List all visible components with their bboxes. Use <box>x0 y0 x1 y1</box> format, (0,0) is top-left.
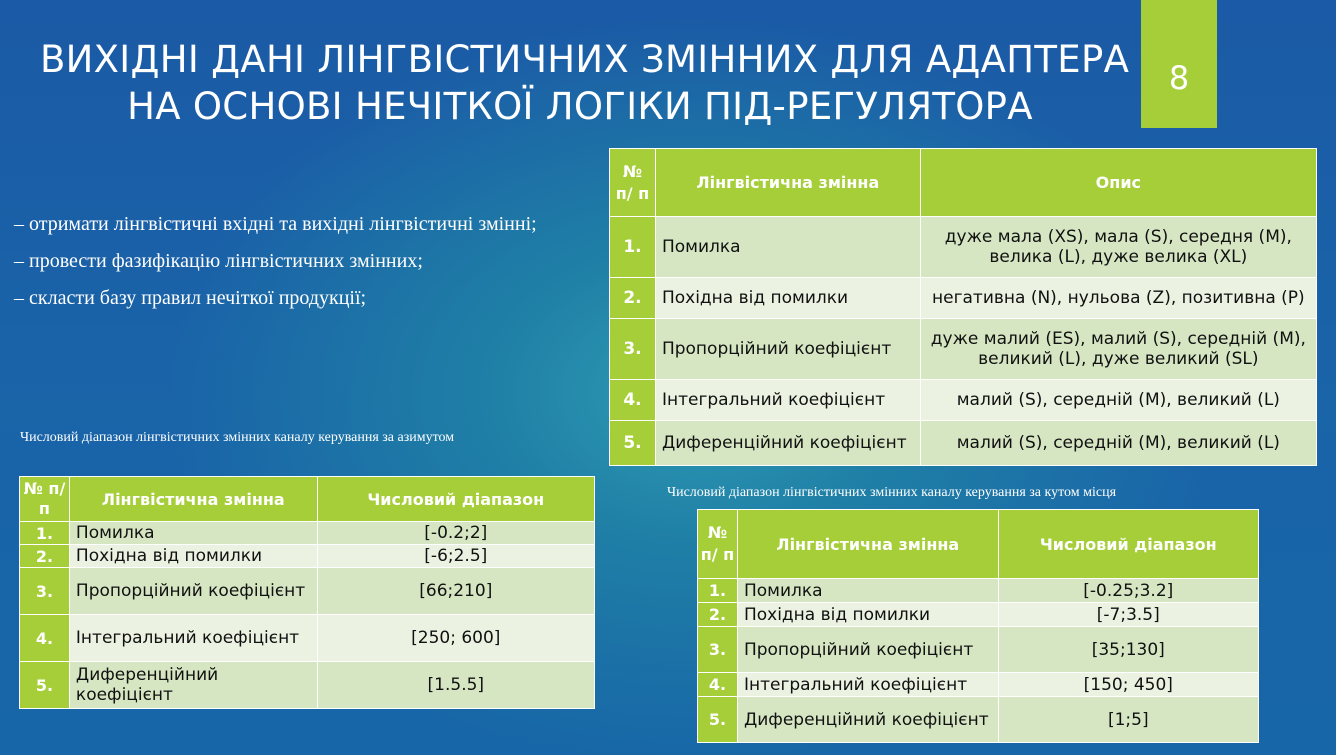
variable-name: Похідна від помилки <box>737 603 998 627</box>
header-range: Числовий діапазон <box>998 510 1258 579</box>
table-row <box>698 627 1259 673</box>
title-line-2: НА ОСНОВІ НЕЧІТКОЇ ЛОГІКИ ПІД-РЕГУЛЯТОРА <box>127 85 1033 128</box>
numeric-range: [35;130] <box>998 627 1258 673</box>
elevation-range-table <box>697 509 1259 743</box>
title-line-1: ВИХІДНІ ДАНІ ЛІНГВІСТИЧНИХ ЗМІННИХ ДЛЯ АДАПТЕРА <box>40 38 1130 81</box>
header-description: Опис <box>920 149 1316 217</box>
variable-name: Пропорційний коефіцієнт <box>69 568 317 615</box>
row-number: 3. <box>610 319 656 380</box>
variable-description: малий (S), середній (M), великий (L) <box>920 421 1316 466</box>
variable-name: Інтегральний коефіцієнт <box>655 380 920 421</box>
row-number: 5. <box>610 421 656 466</box>
variable-name: Інтегральний коефіцієнт <box>737 673 998 697</box>
variable-name: Пропорційний коефіцієнт <box>655 319 920 380</box>
azimuth-caption: Числовий діапазон лінгвістичних змінних каналу керування за азимутом <box>20 430 455 445</box>
header-number: № п/ п <box>698 510 738 579</box>
variable-name: Диференційний коефіцієнт <box>655 421 920 466</box>
numeric-range: [1.5.5] <box>317 662 594 709</box>
table-row <box>610 217 1317 278</box>
table-row <box>698 673 1259 697</box>
page-number: 8 <box>1168 59 1190 97</box>
table-row <box>610 380 1317 421</box>
table-row <box>698 697 1259 743</box>
page-number-badge <box>1141 0 1217 128</box>
numeric-range: [1;5] <box>998 697 1258 743</box>
row-number: 4. <box>20 615 70 662</box>
numeric-range: [-6;2.5] <box>317 545 594 568</box>
row-number: 1. <box>698 579 738 603</box>
table-row <box>20 568 595 615</box>
variable-description: дуже мала (XS), мала (S), середня (M), велика (L), дуже велика (XL) <box>920 217 1316 278</box>
header-variable: Лінгвістична змінна <box>69 477 317 522</box>
variable-name: Пропорційний коефіцієнт <box>737 627 998 673</box>
variable-description: дуже малий (ES), малий (S), середній (M), великий (L), дуже великий (SL) <box>920 319 1316 380</box>
row-number: 1. <box>610 217 656 278</box>
table-row <box>20 522 595 545</box>
variable-description: малий (S), середній (M), великий (L) <box>920 380 1316 421</box>
variable-name: Диференційний коефіцієнт <box>69 662 317 709</box>
linguistic-variables-table <box>609 148 1317 466</box>
variable-name: Похідна від помилки <box>655 278 920 319</box>
row-number: 4. <box>610 380 656 421</box>
table-row <box>20 615 595 662</box>
table-row <box>698 579 1259 603</box>
row-number: 3. <box>20 568 70 615</box>
table-row <box>698 603 1259 627</box>
variable-name: Інтегральний коефіцієнт <box>69 615 317 662</box>
header-range: Числовий діапазон <box>317 477 594 522</box>
row-number: 2. <box>610 278 656 319</box>
variable-description: негативна (N), нульова (Z), позитивна (P) <box>920 278 1316 319</box>
azimuth-range-table <box>19 476 595 709</box>
elevation-caption: Числовий діапазон лінгвістичних змінних каналу керування за кутом місця <box>667 485 1117 500</box>
numeric-range: [-7;3.5] <box>998 603 1258 627</box>
table-row <box>610 421 1317 466</box>
bullet-list <box>14 207 537 318</box>
row-number: 3. <box>698 627 738 673</box>
numeric-range: [66;210] <box>317 568 594 615</box>
bullet-item: – скласти базу правил нечіткої продукції; <box>14 287 367 309</box>
variable-name: Помилка <box>737 579 998 603</box>
table-row <box>20 545 595 568</box>
variable-name: Помилка <box>655 217 920 278</box>
numeric-range: [250; 600] <box>317 615 594 662</box>
table-row <box>610 319 1317 380</box>
numeric-range: [-0.2;2] <box>317 522 594 545</box>
slide-title <box>40 36 1130 130</box>
bullet-item: – провести фазифікацію лінгвістичних змінних; <box>14 250 423 272</box>
row-number: 5. <box>698 697 738 743</box>
row-number: 4. <box>698 673 738 697</box>
row-number: 5. <box>20 662 70 709</box>
numeric-range: [150; 450] <box>998 673 1258 697</box>
header-number: № п/ п <box>610 149 656 217</box>
variable-name: Диференційний коефіцієнт <box>737 697 998 743</box>
row-number: 2. <box>698 603 738 627</box>
variable-name: Похідна від помилки <box>69 545 317 568</box>
bullet-item: – отримати лінгвістичні вхідні та вихідні лінгвістичні змінні; <box>14 213 537 235</box>
header-variable: Лінгвістична змінна <box>655 149 920 217</box>
numeric-range: [-0.25;3.2] <box>998 579 1258 603</box>
row-number: 2. <box>20 545 70 568</box>
table-row <box>610 278 1317 319</box>
header-number: № п/п <box>20 477 70 522</box>
variable-name: Помилка <box>69 522 317 545</box>
header-variable: Лінгвістична змінна <box>737 510 998 579</box>
row-number: 1. <box>20 522 70 545</box>
table-row <box>20 662 595 709</box>
